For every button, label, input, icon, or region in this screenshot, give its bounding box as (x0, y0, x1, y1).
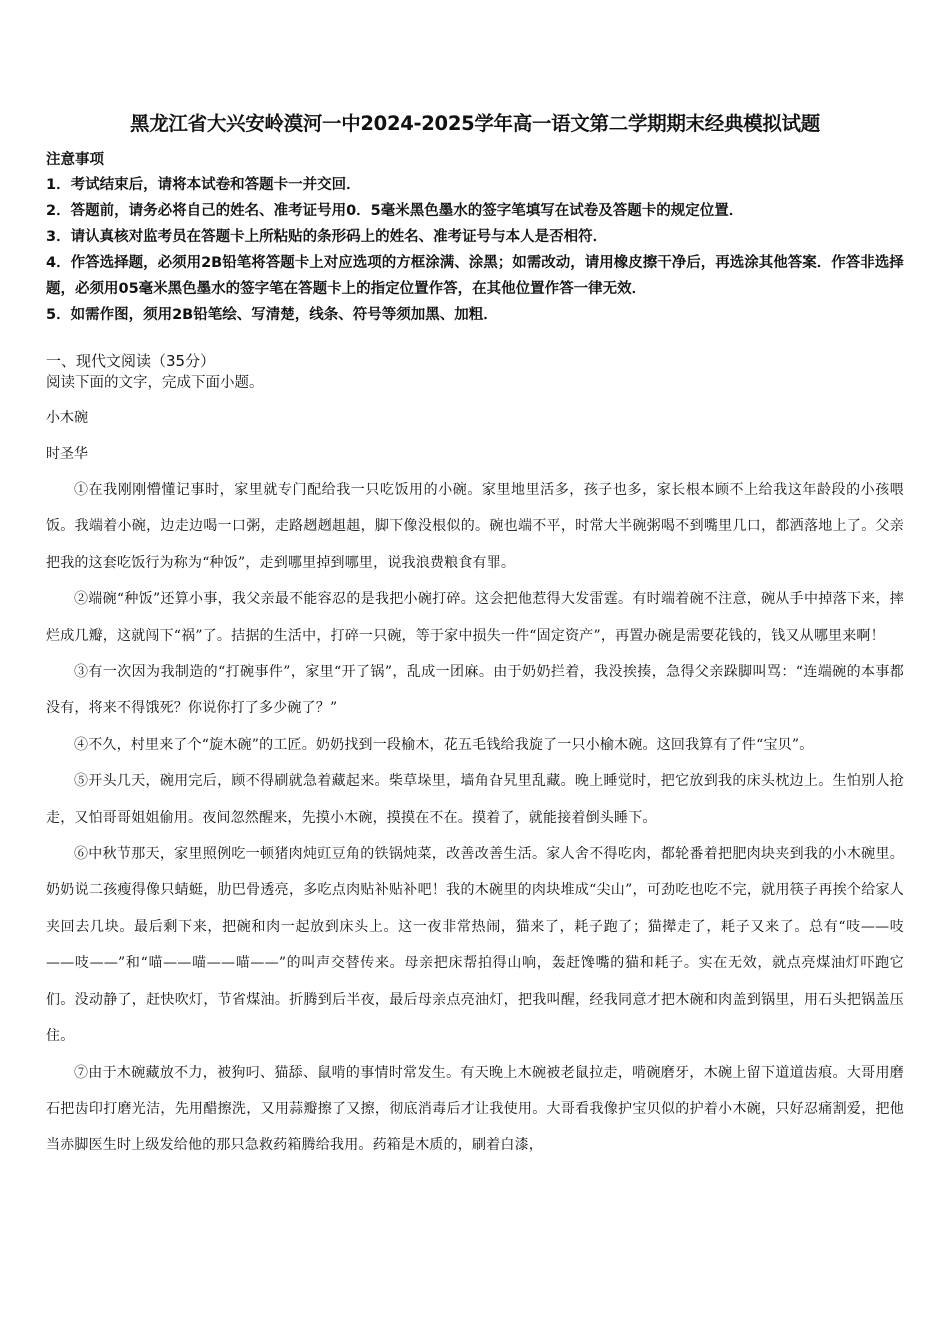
exam-title: 黑龙江省大兴安岭漠河一中2024-2025学年高一语文第二学期期末经典模拟试题 (130, 112, 820, 135)
notice-item: 4．作答选择题，必须用2B铅笔将答题卡上对应选项的方框涂满、涂黑；如需改动，请用橡皮擦干净后，再选涂其他答案．作答非选择题，必须用05毫米黑色墨水的签字笔在答题卡上的指定位置作答，在其他位置作答一律无效． (46, 255, 904, 297)
section-instruction: 阅读下面的文字，完成下面小题。 (46, 375, 264, 391)
section-heading: 一、现代文阅读（35分） (46, 352, 216, 370)
essay-paragraph: ②端碗“种饭”还算小事，我父亲最不能容忍的是我把小碗打碎。这会把他惹得大发雷霆。有时端着碗不注意，碗从手中掉落下来，摔烂成几瓣，这就闯下“祸”了。拮据的生活中，打碎一只碗，等于家中损失一件“固定资产”，再置办碗是需要花钱的，钱又从哪里来啊！ (46, 591, 904, 644)
notice-item: 5．如需作图，须用2B铅笔绘、写清楚，线条、符号等须加黑、加粗． (46, 307, 498, 323)
reading-section (46, 350, 904, 1164)
exam-page (46, 108, 904, 1164)
essay-title: 小木碗 (46, 410, 88, 426)
essay-paragraph: ⑤开头几天，碗用完后，顾不得刷就急着藏起来。柴草垛里，墙角旮旯里乱藏。晚上睡觉时，把它放到我的床头枕边上。生怕别人抢走，又怕哥哥姐姐偷用。夜间忽然醒来，先摸小木碗，摸摸在不在。摸着了，就能接着倒头睡下。 (46, 773, 904, 826)
essay-paragraph: ④不久，村里来了个“旋木碗”的工匠。奶奶找到一段榆木，花五毛钱给我旋了一只小榆木碗。这回我算有了件“宝贝”。 (74, 736, 814, 753)
essay-author: 时圣华 (46, 446, 88, 462)
notice-item: 2．答题前，请务必将自己的姓名、准考证号用0．5毫米黑色墨水的签字笔填写在试卷及答题卡的规定位置． (46, 203, 744, 219)
notice-heading: 注意事项 (46, 152, 104, 168)
essay-paragraph: ⑥中秋节那天，家里照例吃一顿猪肉炖豇豆角的铁锅炖菜，改善改善生活。家人舍不得吃肉，都轮番着把肥肉块夹到我的小木碗里。奶奶说二孩瘦得像只蜻蜓，肋巴骨透亮，多吃点肉贴补贴补吧！我的木碗里的肉块堆成“尖山”，可劲吃也吃不完，就用筷子再挨个给家人夹回去几块。最后剩下来，把碗和肉一起放到床头上。这一夜非常热闹，猫来了，耗子跑了；猫撵走了，耗子又来了。总有“吱——吱——吱——”和“喵——喵——喵——”的叫声交替传来。母亲把床帮拍得山响，轰赶馋嘴的猫和耗子。实在无效，就点亮煤油灯吓跑它们。没动静了，赶快吹灯，节省煤油。折腾到后半夜，最后母亲点亮油灯，把我叫醒，经我同意才把木碗和肉盖到锅里，用石头把锅盖压住。 (46, 846, 904, 1045)
essay-paragraph: ⑦由于木碗藏放不力，被狗叼、猫舔、鼠啃的事情时常发生。有天晚上木碗被老鼠拉走，啃碗磨牙，木碗上留下道道齿痕。大哥用磨石把齿印打磨光洁，先用醋擦洗，又用蒜瓣擦了又擦，彻底消毒后才让我使用。大哥看我像护宝贝似的护着小木碗，只好忍痛割爱，把他当赤脚医生时上级发给他的那只急救药箱腾给我用。药箱是木质的，刷着白漆， (46, 1064, 904, 1154)
essay-paragraph: ①在我刚刚懵懂记事时，家里就专门配给我一只吃饭用的小碗。家里地里活多，孩子也多，家长根本顾不上给我这年龄段的小孩喂饭。我端着小碗，边走边喝一口粥，走路趔趔趄趄，脚下像没根似的。碗也端不平，时常大半碗粥喝不到嘴里几口，都洒落地上了。父亲把我的这套吃饭行为称为“种饭”，走到哪里掉到哪里，说我浪费粮食有罪。 (46, 482, 904, 571)
notice-item: 1．考试结束后，请将本试卷和答题卡一并交回． (46, 177, 361, 193)
notice-item: 3．请认真核对监考员在答题卡上所粘贴的条形码上的姓名、准考证号与本人是否相符． (46, 229, 608, 245)
notice-block (46, 148, 904, 328)
essay-paragraph: ③有一次因为我制造的“打碗事件”，家里“开了锅”，乱成一团麻。由于奶奶拦着，我没挨揍，急得父亲跺脚叫骂：“连端碗的本事都没有，将来不得饿死？你说你打了多少碗了？” (46, 664, 904, 717)
notice-list (46, 172, 904, 328)
